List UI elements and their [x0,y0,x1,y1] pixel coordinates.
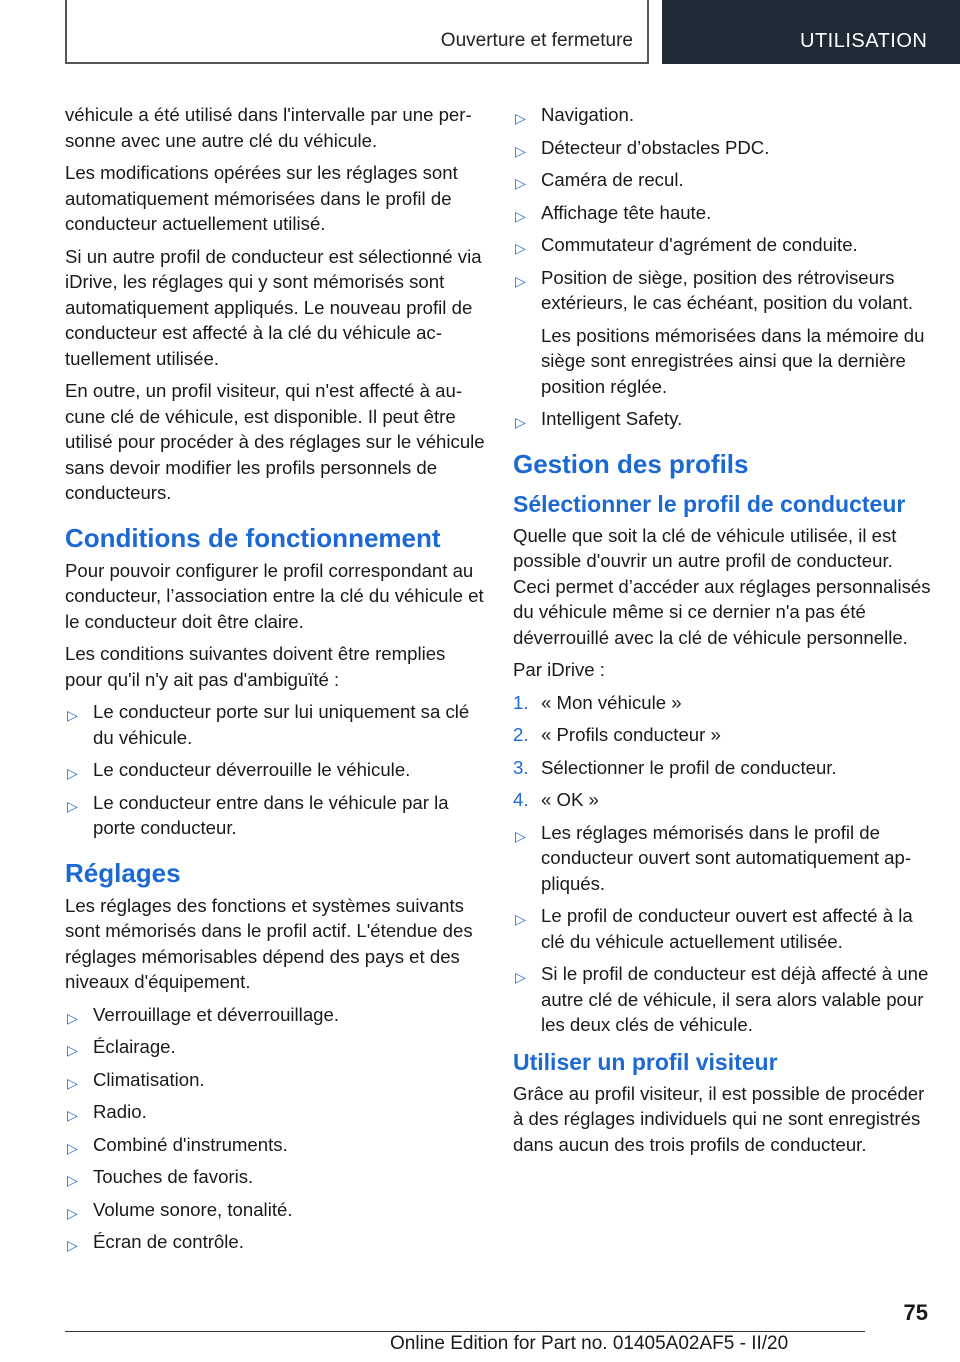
triangle-bullet-icon: ▷ [515,272,526,289]
step-number: 4. [513,789,529,810]
list-item [65,1002,485,1028]
list-item-text: Caméra de recul. [541,169,684,190]
paragraph: Grâce au profil visiteur, il est possible de procéder à des réglages individuels qui ne sont enregistrés dans aucun des trois profils de conducteur. [513,1082,925,1155]
triangle-bullet-icon: ▷ [515,110,526,126]
right-column [513,102,933,1164]
list-item-text: Le conducteur déverrouille le véhicule. [93,759,411,780]
footer-edition: Online Edition for Part no. 01405A02AF5 - II/20 [390,1333,789,1354]
triangle-bullet-icon: ▷ [67,1009,78,1026]
triangle-bullet-icon: ▷ [67,1074,78,1091]
triangle-bullet-icon: ▷ [67,765,78,781]
header-section-box [65,0,649,64]
list-item-text: Le conducteur entre dans le véhicule par la porte conducteur. [93,791,449,838]
step-text: « Mon véhicule » [541,691,682,713]
list-item-text: Touches de favoris. [93,1166,254,1187]
list-item [65,1067,485,1093]
list-item [65,1229,485,1255]
triangle-bullet-icon: ▷ [67,1237,78,1253]
paragraph: En outre, un profil visiteur, qui n'est affecté à aucune clé de véhicule, est disponible. Il peut être utilisé pour procéder à des réglages sur le véhicule sans devoir modifier les profils personnels de conducteurs. [65,380,485,503]
list-item [513,265,933,316]
footer-divider [65,1331,865,1332]
step-number: 3. [513,756,529,778]
list-item-text: Combiné d'instruments. [93,1133,288,1155]
step-item [513,690,933,716]
reglages-list-end [513,406,933,432]
list-item-text: Détecteur d’obstacles PDC. [541,136,770,158]
triangle-bullet-icon: ▷ [515,142,526,159]
list-item [65,757,485,783]
triangle-bullet-icon: ▷ [67,1042,78,1058]
step-text: Sélectionner le profil de conducteur. [541,756,837,778]
triangle-bullet-icon: ▷ [515,175,526,191]
results-list [513,820,933,1038]
step-number: 2. [513,724,529,745]
list-item [65,1034,485,1060]
reglages-list [65,1002,485,1255]
header-chapter-title: UTILISATION [800,30,928,52]
heading-visitor-profile: Utiliser un profil visiteur [513,1048,778,1075]
list-item [513,232,933,258]
paragraph: Pour pouvoir configurer le profil correspondant au conducteur, l’association entre la clé du véhicule et le conducteur doit être claire. [65,559,484,632]
step-item [513,722,933,748]
step-text: « Profils conducteur » [541,724,721,745]
list-item-text: Verrouillage et déverrouillage. [93,1003,340,1025]
list-item [65,1099,485,1125]
step-item [513,787,933,813]
list-item-text: Climatisation. [93,1068,205,1090]
list-item-text: Affichage tête haute. [541,201,712,223]
triangle-bullet-icon: ▷ [515,240,526,256]
list-item-text: Intelligent Safety. [541,408,683,429]
list-item [513,903,933,954]
paragraph: Les conditions suivantes doivent être remplies pour qu'il n'y ait pas d'ambiguïté : [65,643,446,690]
list-item-text: Position de siège, position des rétroviseurs extérieurs, le cas échéant, position du volant. [541,266,914,313]
list-item [513,406,933,432]
step-item [513,755,933,781]
list-item [513,102,933,128]
list-item-text: Navigation. [541,104,635,125]
list-item [513,135,933,161]
triangle-bullet-icon: ▷ [515,414,526,430]
paragraph: Si un autre profil de conducteur est sélectionné via iDrive, les réglages qui y sont mémorisés sont automatiquement appliqués. Le nouveau profil de conducteur est affecté à la clé du véhicule actuellement utilisée. [65,245,482,369]
list-item [65,1197,485,1223]
heading-reglages: Réglages [65,857,181,888]
paragraph: Par iDrive : [513,659,605,680]
triangle-bullet-icon: ▷ [515,827,526,844]
triangle-bullet-icon: ▷ [515,911,526,927]
left-column [65,102,485,1262]
heading-select-profile: Sélectionner le profil de conducteur [513,490,906,517]
header-section-title: Ouverture et fermeture [440,30,633,51]
list-item-text: Volume sonore, tonalité. [93,1198,293,1220]
paragraph: Les réglages des fonctions et systèmes suivants sont mémorisés dans le profil actif. L'étendue des réglages mémorisables dépend des pays et des niveaux d'équipement. [65,894,473,992]
idrive-steps-list [513,690,933,813]
triangle-bullet-icon: ▷ [67,1107,78,1123]
triangle-bullet-icon: ▷ [67,797,78,814]
list-item-text: Le profil de conducteur ouvert est affecté à la clé du véhicule actuellement utilisée. [541,905,913,952]
list-item [513,167,933,193]
page-number: 75 [903,1300,928,1325]
list-item-text: Écran de contrôle. [93,1231,244,1252]
seat-memory-note: Les positions mémorisées dans la mémoire du siège sont enregistrées ainsi que la dernière position réglée. [541,324,925,397]
conditions-list [65,699,485,841]
list-item-text: Radio. [93,1101,147,1122]
list-item-text: Commutateur d'agrément de conduite. [541,234,858,255]
paragraph: Les modifications opérées sur les réglages sont automatiquement mémorisées dans le profil de conducteur actuellement utilisé. [65,162,458,234]
reglages-list-continued [513,102,933,316]
list-item [513,200,933,226]
list-item [513,961,933,1038]
list-item-text: Le conducteur porte sur lui uniquement sa clé du véhicule. [93,701,470,748]
heading-conditions: Conditions de fonctionnement [65,522,441,553]
triangle-bullet-icon: ▷ [67,1139,78,1156]
triangle-bullet-icon: ▷ [67,1172,78,1188]
triangle-bullet-icon: ▷ [515,207,526,224]
triangle-bullet-icon: ▷ [515,969,526,985]
list-item-text: Éclairage. [93,1036,176,1057]
list-item [513,820,933,897]
step-text: « OK » [541,789,599,810]
list-item-text: Les réglages mémorisés dans le profil de conducteur ouvert sont automatiquement appliqués. [541,821,912,894]
list-item-text: Si le profil de conducteur est déjà affecté à une autre clé de véhicule, il sera alors valable pour les deux clés de véhicule. [541,963,929,1035]
list-item [65,1164,485,1190]
list-item [65,1132,485,1158]
triangle-bullet-icon: ▷ [67,1204,78,1221]
paragraph: véhicule a été utilisé dans l'intervalle par une personne avec une autre clé du véhicule. [65,104,472,151]
paragraph: Quelle que soit la clé de véhicule utilisée, il est possible d'ouvrir un autre profil de conducteur. Ceci permet d’accéder aux réglages personnalisés du véhicule même si ce dernier n'a pas été déverrouillé avec la clé de véhicule personnelle. [513,524,931,648]
heading-gestion-profils: Gestion des profils [513,448,749,479]
list-item [65,790,485,841]
step-number: 1. [513,691,529,713]
triangle-bullet-icon: ▷ [67,707,78,723]
list-item [65,699,485,750]
